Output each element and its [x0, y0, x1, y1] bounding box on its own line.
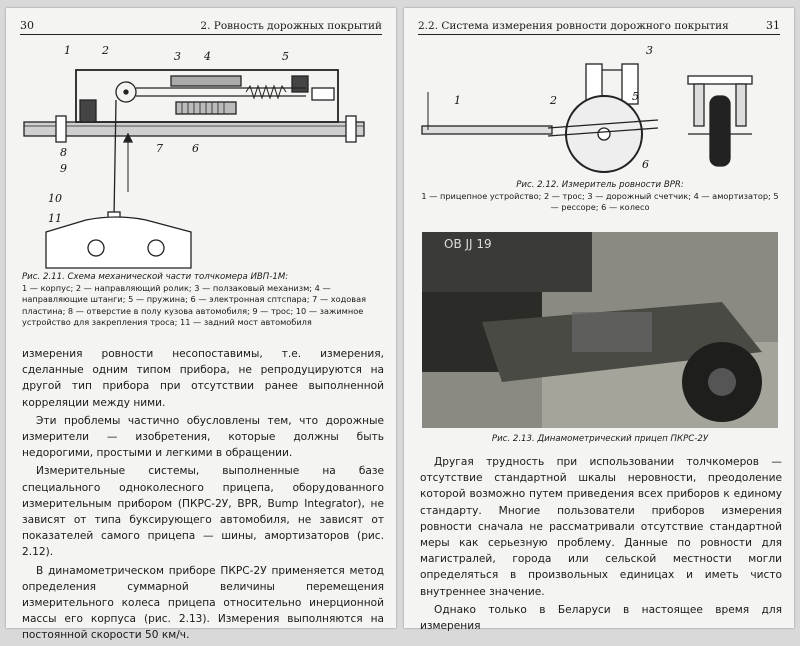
figure-2-12-caption-title: Рис. 2.12. Измеритель ровности BPR:: [516, 180, 684, 190]
figure-2-12-diagram: [418, 42, 780, 176]
paragraph: Измерительные системы, выполненные на базе специального одноколесного прицепа, оборудованного измерительным прибором (ПКРС-2У, BPR, Bump Integrator), не зависят от типа буксирующего автомобиля, не зависят от показателей самого прицепа — шины, амортизаторов (рис. 2.12).: [22, 465, 384, 559]
cable: [114, 100, 116, 218]
slider: [171, 76, 241, 86]
paragraph: В динамометрическом приборе ПКРС-2У применяется метод определения суммарной величины перемещения измерительного колеса прицепа относительно инерционной массы его корпуса (рис. 2.13). Измерения выполняются на постоянной скорости 50 км/ч.: [22, 564, 384, 642]
fig211-label-3: 3: [174, 50, 181, 63]
figure-2-11-diagram: [16, 42, 386, 268]
fig211-label-5: 5: [282, 50, 289, 63]
housing-block-right: [292, 76, 308, 92]
tow-bar: [422, 126, 552, 134]
running-title-left: 2. Ровность дорожных покрытий: [200, 20, 382, 32]
fig212-label-6: 6: [642, 158, 649, 171]
fig211-label-8: 8: [60, 146, 67, 159]
running-title-right: 2.2. Система измерения ровности дорожного покрытия: [418, 20, 729, 32]
right-body-text: [420, 454, 782, 636]
paragraph: измерения ровности несопоставимы, т.е. измерения, сделанные одним типом прибора, не репродуцируются на другой тип прибора при отсутствии ранее выполненной корреляции между ними.: [22, 348, 384, 409]
left-page: [6, 8, 396, 642]
figure-2-13-caption: [420, 434, 780, 445]
fig212-label-1: 1: [454, 94, 461, 107]
rear-axle: [46, 217, 191, 268]
fig211-label-6: 6: [192, 142, 199, 155]
fig211-label-1: 1: [64, 44, 71, 57]
fig212-label-5: 5: [632, 90, 639, 103]
page-number-right: 31: [766, 19, 780, 32]
end-bracket: [312, 88, 334, 100]
figure-2-11-legend: 1 — корпус; 2 — направляющий ролик; 3 — ползаковый механизм; 4 — направляющие штанги; 5 — пружина; 6 — электронная сптспара; 7 — ходовая пластина; 8 — отверстие в полу кузова автомобиля; 9 — трос; 10 — зажимное устройство для закрепления троса; 11 — задний мост автомобиля: [22, 283, 367, 327]
right-page-header: [418, 18, 780, 35]
fig212-label-2: 2: [550, 94, 557, 107]
front-frame: [688, 76, 752, 84]
floor-plate: [24, 122, 364, 136]
page-number-left: 30: [20, 19, 34, 32]
paragraph: Однако только в Беларуси в настоящее время для измерения: [420, 603, 782, 633]
paragraph: Другая трудность при использовании толчкомеров — отсутствие стандартной шкалы неровности, преодоление которой возможно путем приведения всех приборов к единому стандарту. Многие пользователи приборов измерения ровности сначала не рассматривали отсутствие стандартной меры как серьезную проблему. Данные по ровности для магистралей, города или сельской местности могли определяться в произвольных единицах и иметь чисто внутреннее значение.: [420, 456, 782, 598]
right-page: [404, 8, 794, 633]
figure-2-13-caption-title: Рис. 2.13. Динамометрический прицеп ПКРС-2У: [491, 434, 709, 444]
figure-2-12-caption: [420, 180, 780, 214]
figure-2-11-caption: [22, 272, 382, 328]
fig211-label-10: 10: [48, 192, 62, 205]
figure-2-11-caption-title: Рис. 2.11. Схема механической части толчкомера ИВП-1М:: [22, 272, 289, 282]
trailer-photo: [422, 232, 778, 428]
fig211-label-7: 7: [156, 142, 163, 155]
paragraph: Эти проблемы частично обусловлены тем, что дорожные измерители — изобретения, которые должны быть недорогими, простыми и легкими в обращении.: [22, 414, 384, 460]
truck-plate: OB JJ 19: [444, 237, 492, 251]
fig211-label-2: 2: [102, 44, 109, 57]
left-body-text: [22, 346, 384, 646]
housing-block-left: [80, 100, 96, 122]
fig212-label-3: 3: [646, 44, 653, 57]
fig211-label-9: 9: [60, 162, 67, 175]
fig211-label-11: 11: [48, 212, 62, 225]
figure-2-12-legend: 1 — прицепное устройство; 2 — трос; 3 — дорожный счетчик; 4 — амортизатор; 5 — рессоре; 6 — колесо: [421, 191, 779, 213]
wheel-front: [710, 96, 730, 166]
left-page-header: [20, 18, 382, 35]
fig211-label-4: 4: [204, 50, 211, 63]
